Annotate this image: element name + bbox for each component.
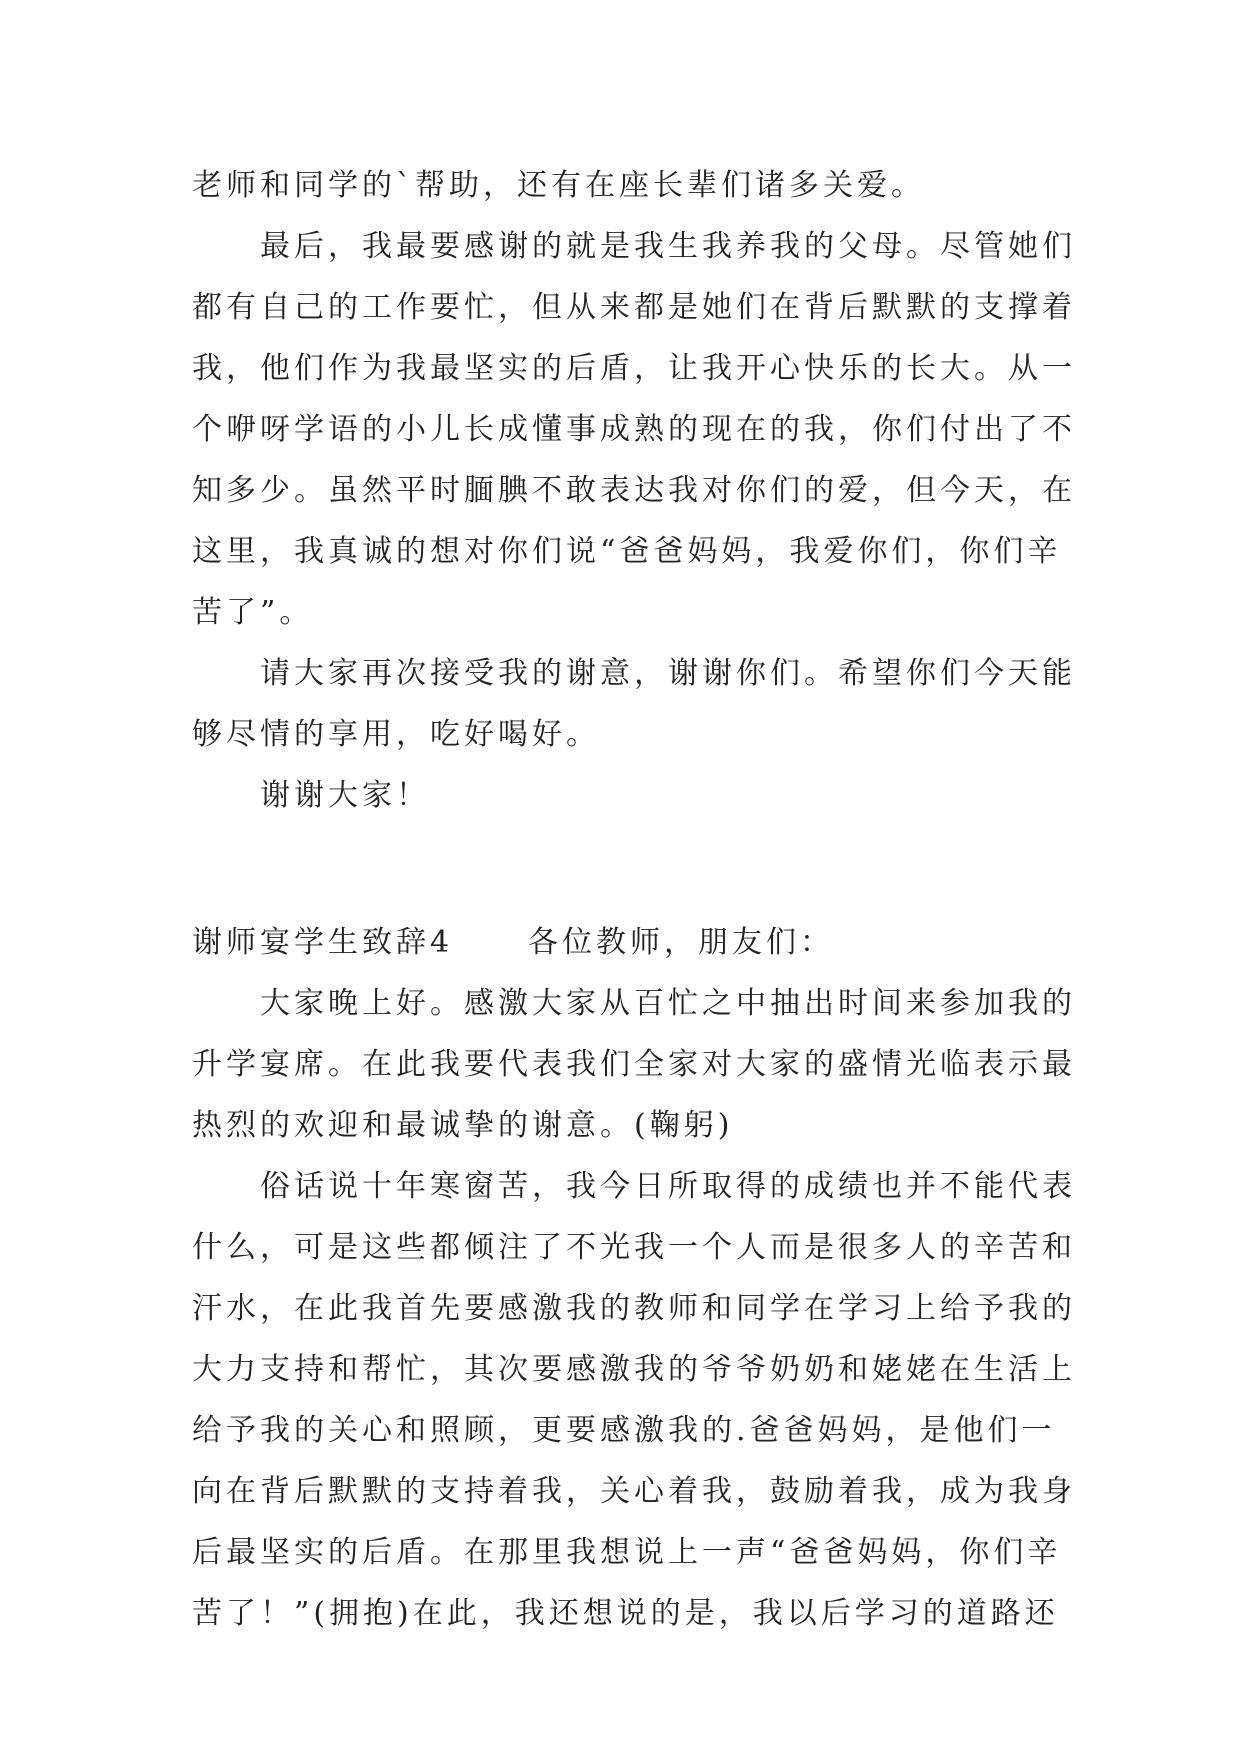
- heading-greeting: 各位教师，朋友们：: [528, 925, 834, 960]
- text-line: 这里，我真诚的想对你们说“爸爸妈妈，我爱你们，你们辛: [192, 534, 1062, 569]
- text-line: 大力支持和帮忙，其次要感激我的爷爷奶奶和姥姥在生活上: [192, 1352, 1076, 1387]
- text-line: 向在背后默默的支持着我，关心着我，鼓励着我，成为我身: [192, 1474, 1076, 1509]
- text-line: 谢谢大家！: [192, 778, 430, 813]
- text-line: 给予我的关心和照顾，更要感激我的.爸爸妈妈，是他们一: [192, 1413, 1056, 1448]
- text-line: 够尽情的享用，吃好喝好。: [192, 717, 600, 752]
- text-line: 都有自己的工作要忙，但从来都是她们在背后默默的支撑着: [192, 290, 1076, 325]
- text-line: 苦了”。: [192, 595, 314, 630]
- text-line: 个咿呀学语的小儿长成懂事成熟的现在的我，你们付出了不: [192, 412, 1076, 447]
- text-line: 苦了！”(拥抱)在此，我还想说的是，我以后学习的道路还: [192, 1596, 1059, 1631]
- text-line: 升学宴席。在此我要代表我们全家对大家的盛情光临表示最: [192, 1047, 1076, 1082]
- text-line: 什么，可是这些都倾注了不光我一个人而是很多人的辛苦和: [192, 1230, 1076, 1265]
- text-line: 热烈的欢迎和最诚挚的谢意。(鞠躬): [192, 1108, 734, 1143]
- text-line: 老师和同学的`帮助，还有在座长辈们诸多关爱。: [192, 168, 925, 203]
- text-line: 俗话说十年寒窗苦，我今日所取得的成绩也并不能代表: [192, 1169, 1076, 1204]
- text-line: 请大家再次接受我的谢意，谢谢你们。希望你们今天能: [192, 656, 1076, 691]
- text-line: 大家晚上好。感激大家从百忙之中抽出时间来参加我的: [192, 986, 1076, 1021]
- text-line: 汗水，在此我首先要感激我的教师和同学在学习上给予我的: [192, 1291, 1076, 1326]
- text-line: 知多少。虽然平时腼腆不敢表达我对你们的爱，但今天，在: [192, 473, 1076, 508]
- text-line: 后最坚实的后盾。在那里我想说上一声“爸爸妈妈，你们辛: [192, 1535, 1062, 1570]
- text-line: 最后，我最要感谢的就是我生我养我的父母。尽管她们: [192, 229, 1076, 264]
- section-a: [192, 155, 1076, 826]
- document-page: [192, 155, 1076, 1644]
- section-b: [192, 973, 1076, 1644]
- text-line: 我，他们作为我最坚实的后盾，让我开心快乐的长大。从一: [192, 351, 1076, 386]
- section-heading: [192, 912, 1052, 973]
- heading-title: 谢师宴学生致辞4: [192, 925, 454, 960]
- section-spacer: [192, 826, 1052, 912]
